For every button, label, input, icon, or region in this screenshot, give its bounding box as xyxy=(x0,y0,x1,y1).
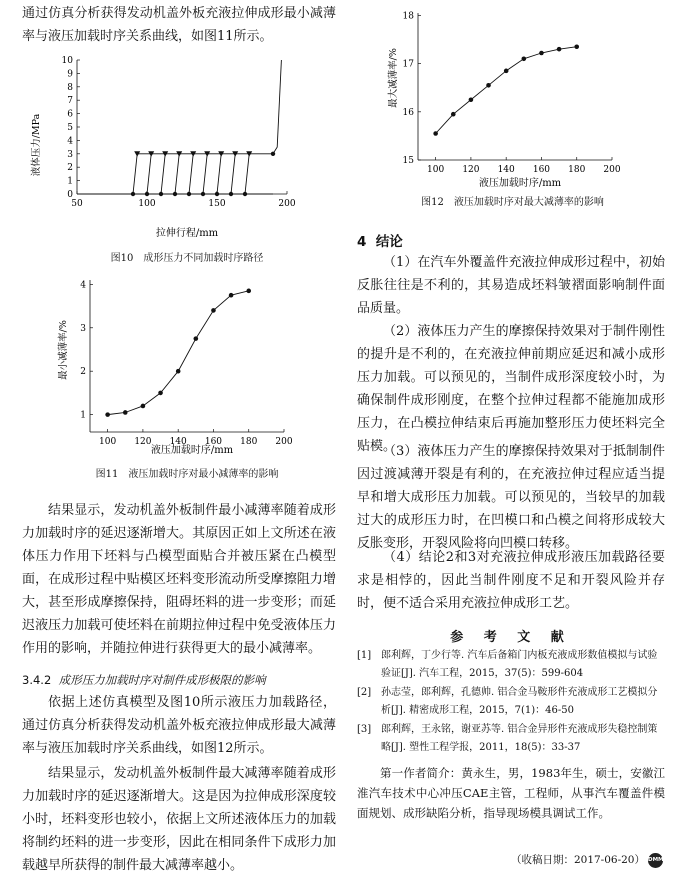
received-date: （收稿日期：2017-06-20） xyxy=(510,854,645,866)
fig10-ramp-line xyxy=(217,154,221,194)
fig11-x-tick-label: 200 xyxy=(275,437,293,447)
fig10-y-tick-label: 4 xyxy=(67,136,73,147)
fig11-point xyxy=(141,404,146,409)
fig10-start-point xyxy=(187,192,191,196)
fig10-ramp-line xyxy=(133,154,137,194)
fig12-point xyxy=(433,131,438,136)
conclusion-4: （4）结论2和3对充液拉伸成形液压加载路径要求是相悖的，因此当制件刚度不足和开裂风险并存时，便不适合采用充液拉伸成形工艺。 xyxy=(357,550,665,611)
fig11-x-tick-label: 180 xyxy=(240,437,258,447)
conclusion-1: （1）在汽车外覆盖件充液拉伸成形过程中，初始反胀往往是不利的，其易造成坯料皱褶面影响制件面品质量。 xyxy=(357,255,665,316)
fig12-y-tick-label: 18 xyxy=(402,11,414,22)
fig10-y-tick-label: 0 xyxy=(67,190,73,200)
fig10-ramp-line xyxy=(203,154,207,194)
subsection-title: 成形压力加载时序对制件成形极限的影响 xyxy=(58,673,266,687)
fig10-series xyxy=(77,60,281,196)
author-bio: 第一作者简介：黄永生，男，1983年生，硕士，安徽江淮汽车技术中心冲压CAE主管，工程师，从事汽车覆盖件模面规划、成形缺陷分析，指导现场模具调试工作。 xyxy=(357,766,665,820)
fig10-y-tick-label: 10 xyxy=(61,56,73,66)
reference-number: [3] xyxy=(357,724,372,735)
figure-11-chart xyxy=(52,270,302,460)
reference-item xyxy=(357,684,665,720)
fig10-ramp-line xyxy=(161,154,165,194)
fig11-series xyxy=(105,289,251,417)
fig11-y-tick-label: 1 xyxy=(80,410,86,421)
fig12-y-tick-label: 16 xyxy=(402,107,414,118)
fig11-x-tick-label: 160 xyxy=(204,437,223,447)
fig10-y-tick-label: 1 xyxy=(67,176,73,187)
fig12-y-tick-label: 15 xyxy=(402,156,414,166)
fig11-y-tick-label: 4 xyxy=(80,280,86,291)
fig11-x-tick-label: 140 xyxy=(169,437,187,447)
result-paragraph-3: 结果显示，发动机盖外板制件最大减薄率随着成形力加载时序的延迟逐渐增大。这是因为拉伸成形深度较小时，坯料变形也较小，依据上文所述液体压力的加载将制约坯料的进一步变形，因此在相同条件下成形力加载越早所获得的制件最大减薄率越小。 xyxy=(22,766,336,873)
method-paragraph-2: 依据上述仿真模型及图10所示液压力加载路径，通过仿真分析获得发动机盖外板充液拉伸成形最大减薄率与液压加载时序关系曲线，如图12所示。 xyxy=(22,695,336,756)
references-title: 参 考 文 献 xyxy=(450,630,572,645)
fig11-point xyxy=(123,410,128,415)
figure-12-chart xyxy=(380,0,630,192)
fig11-point xyxy=(211,308,216,313)
fig10-x-tick-label: 150 xyxy=(208,199,226,209)
fig10-y-tick-label: 9 xyxy=(67,69,73,80)
intro-paragraph: 通过仿真分析获得发动机盖外板充液拉伸成形最小减薄率与液压加载时序关系曲线，如图11所示。 xyxy=(22,6,336,44)
fig10-x-tick-label: 200 xyxy=(278,199,296,209)
figure-10-chart xyxy=(22,50,332,250)
fig12-point xyxy=(469,97,474,102)
fig10-x-tick-label: 100 xyxy=(138,199,156,209)
reference-number: [2] xyxy=(357,687,372,698)
fig12-point xyxy=(486,83,491,88)
fig12-y-tick-label: 17 xyxy=(402,59,414,70)
fig12-line xyxy=(436,47,577,134)
fig11-point xyxy=(158,391,163,396)
reference-item xyxy=(357,721,665,757)
fig11-ylabel: 最小减薄率/% xyxy=(58,320,69,380)
fig11-y-tick-label: 2 xyxy=(80,367,86,378)
figure-10-caption: 图10 成形压力不同加载时序路径 xyxy=(110,253,264,264)
figure-12-caption: 图12 液压加载时序对最大减薄率的影响 xyxy=(421,197,604,208)
fig12-point xyxy=(522,56,527,61)
subsection-heading xyxy=(22,670,336,690)
fig11-line xyxy=(108,291,249,415)
fig12-x-tick-label: 180 xyxy=(568,165,586,175)
fig11-point xyxy=(246,289,251,294)
fig11-y-tick-label: 3 xyxy=(80,323,86,334)
section-title: 结论 xyxy=(375,234,403,250)
fig10-final-rise xyxy=(273,60,281,154)
journal-logo: DMM xyxy=(648,853,663,868)
fig11-x-tick-label: 100 xyxy=(99,437,117,447)
section-heading xyxy=(357,230,403,250)
fig10-ylabel: 液体压力/MPa xyxy=(31,113,42,177)
fig12-x-tick-label: 120 xyxy=(462,165,480,175)
fig10-start-point xyxy=(215,192,219,196)
fig10-start-point xyxy=(173,192,177,196)
fig10-y-tick-label: 3 xyxy=(67,149,73,160)
subsection-number: 3.4.2 xyxy=(22,673,52,687)
fig10-ramp-line xyxy=(189,154,193,194)
fig10-axes xyxy=(62,56,296,209)
fig10-final-point xyxy=(271,152,275,156)
reference-text: 郎利辉，王永铭，谢亚苏等. 铝合金异形件充液成形失稳控制策略[J]. 塑性工程学报，2011，18(5)：33-37 xyxy=(381,724,658,753)
fig12-point xyxy=(557,47,562,52)
fig10-start-point xyxy=(243,192,247,196)
section-number: 4 xyxy=(357,234,367,250)
fig10-start-point xyxy=(159,192,163,196)
fig12-x-tick-label: 200 xyxy=(603,165,621,175)
fig11-x-tick-label: 120 xyxy=(134,437,152,447)
reference-number: [1] xyxy=(357,650,372,661)
fig10-y-tick-label: 5 xyxy=(67,123,73,133)
fig10-ramp-line xyxy=(175,154,179,194)
conclusion-3: （3）液体压力产生的摩擦保持效果对于抵制制件因过渡减薄开裂是有利的，在充液拉伸过程应适当提早和增大成形压力加载。可以预见的，当较早的加载过大的成形压力时，在凹模口和凸模之间将形成较大反胀变形，开裂风险将向凹模口转移。 xyxy=(357,444,665,551)
fig10-start-point xyxy=(229,192,233,196)
fig12-x-tick-label: 160 xyxy=(532,165,551,175)
fig10-xlabel: 拉伸行程/mm xyxy=(155,228,219,239)
fig10-x-tick-label: 50 xyxy=(71,199,83,209)
fig10-start-point xyxy=(131,192,135,196)
fig10-y-tick-label: 8 xyxy=(67,82,73,93)
fig12-series xyxy=(433,44,579,135)
reference-text: 郎利辉，丁少行等. 汽车后备箱门内板充液成形数值模拟与试验验证[J]. 汽车工程，2015，37(5)：599-604 xyxy=(381,650,658,679)
figure-11-caption: 图11 液压加载时序对最小减薄率的影响 xyxy=(95,469,279,480)
result-paragraph-1: 结果显示，发动机盖外板制件最小减薄率随着成形力加载时序的延迟逐渐增大。其原因正如上文所述在液体压力作用下坯料与凸模型面贴合并被压紧在凸模型面，在成形过程中贴模区坯料变形流动所受摩擦阻力增大，甚至形成摩擦保持，阻碍坯料的进一步变形；而延迟液压力加载可使坯料在前期拉伸过程中免受液体压力作用的影响，并随拉伸进行获得更大的最小减薄率。 xyxy=(22,503,336,656)
fig11-axes xyxy=(80,280,293,447)
fig12-point xyxy=(504,69,509,74)
fig12-point xyxy=(539,51,544,56)
conclusion-2: （2）液体压力产生的摩擦保持效果对于制件刚性的提升是不利的，在充液拉伸前期应延迟和减小成形压力加载。可以预见的，当制件成形深度较小时，为确保制件成形刚度，在整个拉伸过程都不能施加成形压力，在凸模拉伸结束后再施加整形压力使坯料完全贴模。 xyxy=(357,324,665,454)
reference-text: 孙志莹，郎利辉，孔德帅. 铝合金马鞍形件充液成形工艺模拟分析[J]. 精密成形工程，2015，7(1)：46-50 xyxy=(381,687,658,716)
fig12-x-tick-label: 100 xyxy=(427,165,445,175)
fig11-point xyxy=(194,336,199,341)
fig11-point xyxy=(229,293,234,298)
fig12-point xyxy=(574,44,579,49)
fig10-y-tick-label: 7 xyxy=(67,96,73,107)
fig12-point xyxy=(451,112,456,117)
fig11-xlabel: 液压加载时序/mm xyxy=(150,445,234,456)
fig10-ramp-line xyxy=(231,154,235,194)
reference-item xyxy=(357,647,665,683)
fig10-ramp-line xyxy=(147,154,151,194)
received-date-line xyxy=(511,852,663,868)
fig12-ylabel: 最大减薄率/% xyxy=(388,48,399,108)
fig10-y-tick-label: 6 xyxy=(67,109,73,120)
fig12-x-tick-label: 140 xyxy=(497,165,515,175)
fig10-start-point xyxy=(201,192,205,196)
fig10-start-point xyxy=(145,192,149,196)
fig12-xlabel: 液压加载时序/mm xyxy=(478,178,562,189)
fig10-ramp-line xyxy=(245,154,249,194)
fig10-y-tick-label: 2 xyxy=(67,163,73,174)
fig11-point xyxy=(176,369,181,374)
fig11-point xyxy=(105,412,110,417)
fig12-axes xyxy=(403,11,621,175)
